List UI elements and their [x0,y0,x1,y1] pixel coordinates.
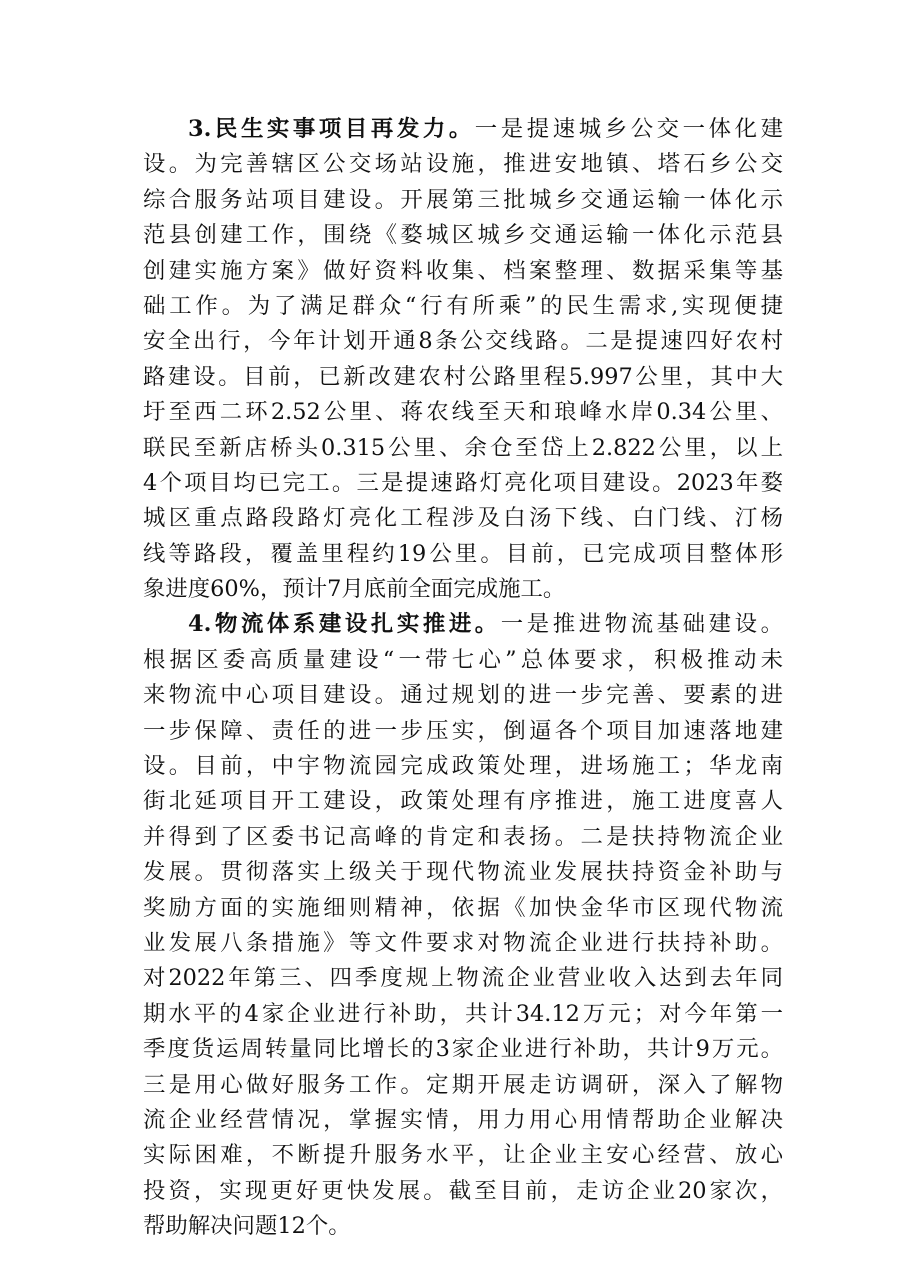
paragraph-line: 一步保障、责任的进一步压实，倒逼各个项目加速落地建 [143,717,783,744]
paragraph-text: 一是提速城乡公交一体化建 [474,116,783,142]
paragraph-line: 象进度60%，预计7月底前全面完成施工。 [143,576,566,603]
paragraph-line [143,607,783,642]
paragraph-line: 城区重点路段路灯亮化工程涉及白汤下线、白门线、汀杨 [143,505,783,532]
paragraph-line: 综合服务站项目建设。开展第三批城乡交通运输一体化示 [143,186,783,213]
paragraph-line: 设。目前，中宇物流园完成政策处理，进场施工；华龙南 [143,753,783,780]
paragraph-line: 础工作。为了满足群众“行有所乘”的民生需求,实现便捷 [143,292,783,319]
section-heading: 4.物流体系建设扎实推进。 [188,611,501,638]
paragraph-livelihood-projects [143,112,783,607]
paragraph-line: 实际困难，不断提升服务水平，让企业主安心经营、放心 [143,1142,783,1169]
paragraph-line: 期水平的4家企业进行补助，共计34.12万元；对今年第一 [143,1000,783,1027]
paragraph-line: 帮助解决问题12个。 [143,1213,351,1240]
paragraph-line: 安全出行，今年计划开通8条公交线路。二是提速四好农村 [143,328,783,355]
paragraph-line: 奖励方面的实施细则精神，依据《加快金华市区现代物流 [143,894,783,921]
paragraph-line: 投资，实现更好更快发展。截至目前，走访企业20家次， [143,1177,783,1204]
paragraph-line: 季度货运周转量同比增长的3家企业进行补助，共计9万元。 [143,1036,783,1063]
paragraph-line: 4个项目均已完工。三是提速路灯亮化项目建设。2023年婺 [143,469,783,496]
paragraph-line [143,112,783,147]
paragraph-line: 发展。贯彻落实上级关于现代物流业发展扶持资金补助与 [143,859,783,886]
section-heading: 3.民生实事项目再发力。 [188,116,475,142]
paragraph-line: 业发展八条措施》等文件要求对物流企业进行扶持补助。 [143,929,783,956]
document-body [143,112,783,1245]
paragraph-logistics-system [143,607,783,1244]
paragraph-line: 范县创建工作，围绕《婺城区城乡交通运输一体化示范县 [143,222,783,249]
paragraph-line: 三是用心做好服务工作。定期开展走访调研，深入了解物 [143,1071,783,1098]
paragraph-line: 来物流中心项目建设。通过规划的进一步完善、要素的进 [143,682,783,709]
paragraph-line: 联民至新店桥头0.315公里、余仓至岱上2.822公里，以上 [143,434,783,461]
paragraph-line: 流企业经营情况，掌握实情，用力用心用情帮助企业解决 [143,1106,783,1133]
paragraph-line: 街北延项目开工建设，政策处理有序推进，施工进度喜人 [143,788,783,815]
paragraph-line: 设。为完善辖区公交场站设施，推进安地镇、塔石乡公交 [143,151,783,178]
paragraph-line: 圩至西二环2.52公里、蒋农线至天和琅峰水岸0.34公里、 [143,399,783,426]
paragraph-text: 一是推进物流基础建设。 [500,611,784,638]
paragraph-line: 创建实施方案》做好资料收集、档案整理、数据采集等基 [143,257,783,284]
paragraph-line: 并得到了区委书记高峰的肯定和表扬。二是扶持物流企业 [143,823,783,850]
paragraph-line: 对2022年第三、四季度规上物流企业营业收入达到去年同 [143,965,783,992]
paragraph-line: 路建设。目前，已新改建农村公路里程5.997公里，其中大 [143,363,783,390]
paragraph-line: 线等路段，覆盖里程约19公里。目前，已完成项目整体形 [143,540,783,567]
paragraph-line: 根据区委高质量建设“一带七心”总体要求，积极推动未 [143,646,783,673]
